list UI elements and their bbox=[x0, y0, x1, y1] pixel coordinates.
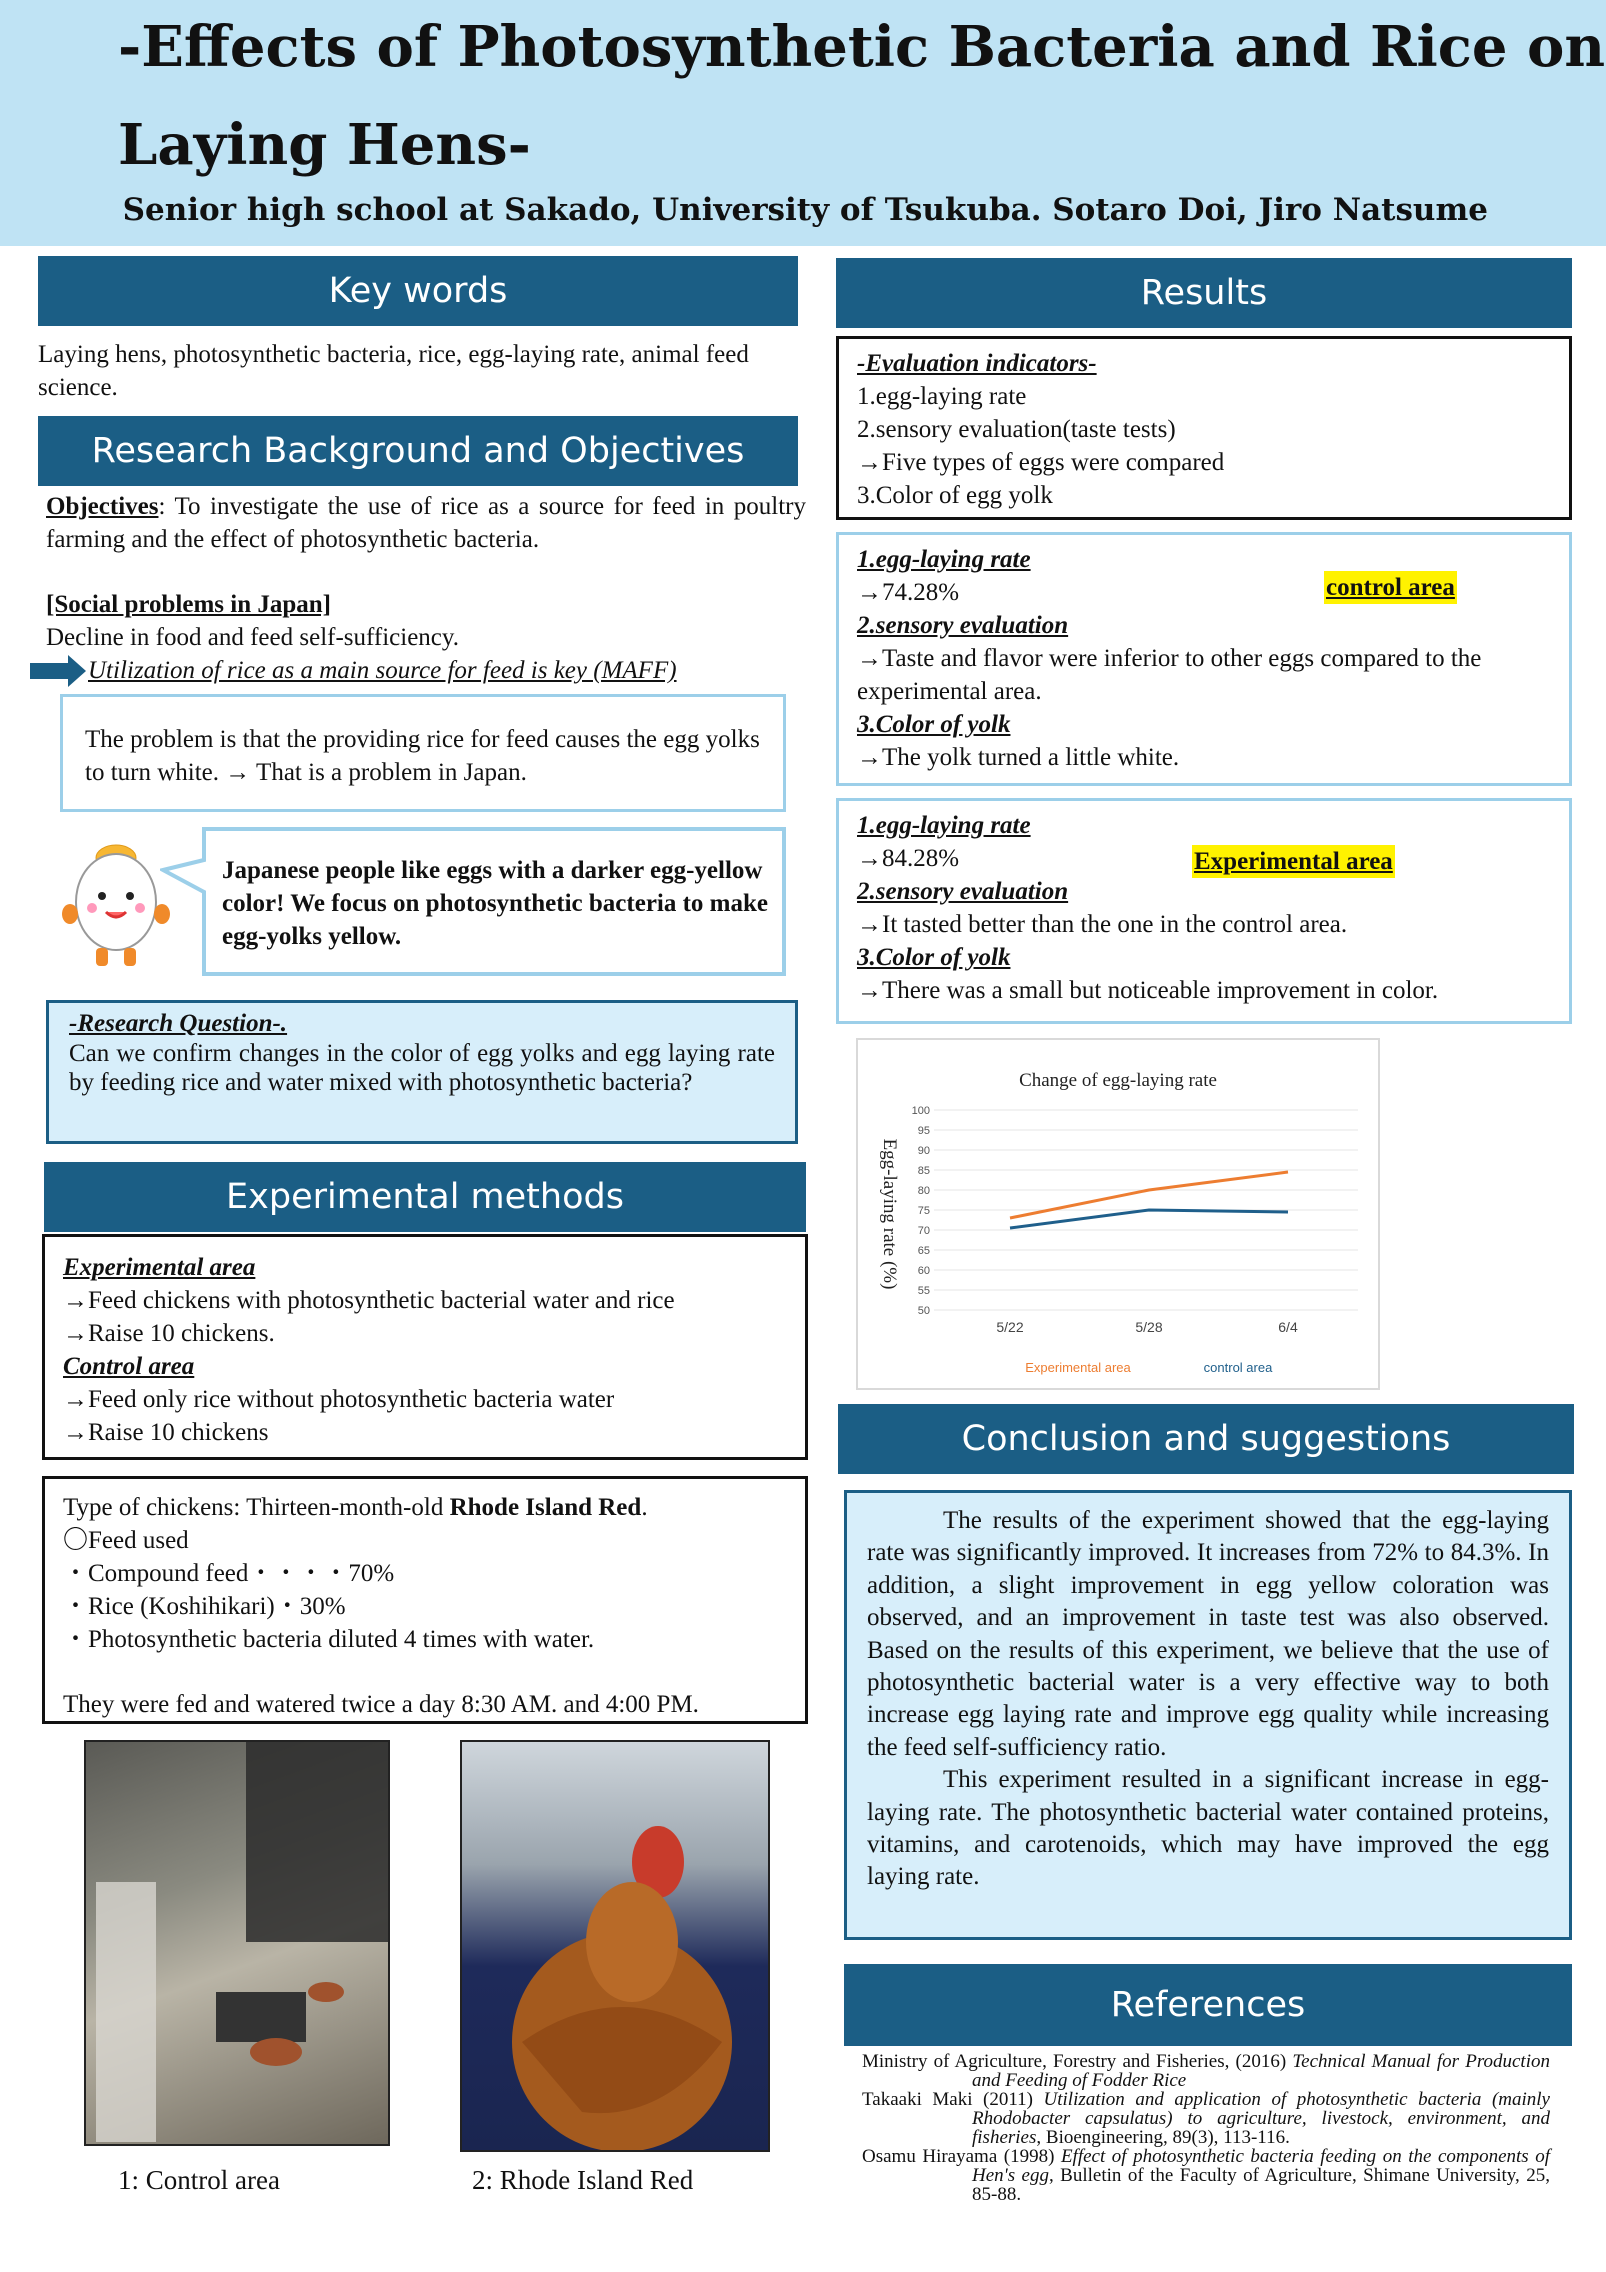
feeding-schedule: They were fed and watered twice a day 8:30 AM. and 4:00 PM. bbox=[63, 1691, 699, 1718]
reference-1-title: Technical Manual for Production and Feeding of Fodder Rice bbox=[972, 2051, 1550, 2091]
background-heading: Research Background and Objectives bbox=[38, 416, 798, 486]
control-v3: →The yolk turned a little white. bbox=[857, 744, 1180, 771]
control-area-title: Control area bbox=[63, 1353, 195, 1380]
feed-item-1: ・Compound feed・・・・70% bbox=[63, 1560, 395, 1587]
evaluation-item-3: →Five types of eggs were compared bbox=[857, 449, 1225, 476]
experimental-h3: 3.Color of yolk bbox=[857, 944, 1011, 971]
results-heading: Results bbox=[836, 258, 1572, 328]
objectives-label: Objectives bbox=[46, 493, 159, 520]
chart-legend-entry: control area bbox=[1203, 1360, 1273, 1375]
experimental-h2: 2.sensory evaluation bbox=[857, 878, 1069, 905]
chart-series-line bbox=[1010, 1210, 1288, 1228]
rhode-island-red-photo-art bbox=[462, 1742, 770, 2152]
methods-heading: Experimental methods bbox=[44, 1162, 806, 1232]
keywords-heading: Key words bbox=[38, 256, 798, 326]
problem-box bbox=[60, 694, 786, 812]
experimental-v2: →It tasted better than the one in the control area. bbox=[857, 911, 1348, 938]
rhode-island-red-photo bbox=[460, 1740, 770, 2152]
decline-text: Decline in food and feed self-sufficiency. bbox=[46, 624, 460, 651]
chart-x-tick-label: 5/22 bbox=[996, 1319, 1024, 1335]
control-v1: →74.28% bbox=[857, 579, 960, 606]
research-question-title: -Research Question-. bbox=[69, 1010, 288, 1037]
areas-box bbox=[42, 1234, 808, 1460]
research-question-text: Can we confirm changes in the color of egg yolks and egg laying rate by feeding rice and water mixed with photosynthetic bacteria? bbox=[69, 1040, 775, 1096]
experimental-v1: →84.28% bbox=[857, 845, 960, 872]
chicken-type bbox=[63, 1491, 787, 1524]
feed-item-3: ・Photosynthetic bacteria diluted 4 times with water. bbox=[63, 1626, 595, 1653]
evaluation-box bbox=[836, 336, 1572, 520]
poster-title-line2: Laying Hens- bbox=[118, 112, 531, 178]
control-area-photo-art bbox=[86, 1742, 390, 2146]
poster-authors: Senior high school at Sakado, University of Tsukuba. Sotaro Doi, Jiro Natsume bbox=[122, 192, 1488, 228]
feed-used-label: 〇Feed used bbox=[63, 1527, 189, 1554]
reference-3-author: Osamu Hirayama (1998) bbox=[862, 2146, 1061, 2167]
evaluation-title: -Evaluation indicators- bbox=[857, 350, 1097, 377]
chart-legend-entry: Experimental area bbox=[1025, 1360, 1131, 1375]
chart-y-tick-label: 100 bbox=[911, 1105, 930, 1117]
social-problems-text: [Social problems in Japan] bbox=[46, 591, 331, 618]
experimental-results-box bbox=[836, 798, 1572, 1024]
reference-3-source: , Bulletin of the Faculty of Agriculture, Shimane University, 25, 85-88. bbox=[972, 2165, 1550, 2205]
chart-y-tick-label: 60 bbox=[917, 1265, 930, 1277]
control-v2: →Taste and flavor were inferior to other eggs compared to the experimental area. bbox=[857, 645, 1482, 705]
experimental-area-line1: →Feed chickens with photosynthetic bacterial water and rice bbox=[63, 1287, 675, 1314]
chart-y-tick-label: 50 bbox=[917, 1305, 930, 1317]
references-heading: References bbox=[844, 1964, 1572, 2046]
caption-control-area: 1: Control area bbox=[118, 2165, 280, 2195]
objectives-text: : To investigate the use of rice as a source for feed in poultry farming and the effect of photosynthetic bacteria. bbox=[46, 493, 806, 553]
control-area-line2: →Raise 10 chickens bbox=[63, 1419, 269, 1446]
evaluation-item-1: 1.egg-laying rate bbox=[857, 383, 1027, 410]
experimental-v3: →There was a small but noticeable improvement in color. bbox=[857, 977, 1439, 1004]
chicken-breed: Rhode Island Red bbox=[449, 1494, 642, 1521]
utilization-row bbox=[28, 654, 808, 688]
chart-y-tick-label: 70 bbox=[917, 1225, 930, 1237]
conclusion-box bbox=[844, 1490, 1572, 1940]
references-list bbox=[862, 2052, 1550, 2204]
chart-y-tick-label: 65 bbox=[917, 1245, 930, 1257]
chart-series-lines bbox=[1010, 1172, 1288, 1228]
conclusion-heading: Conclusion and suggestions bbox=[838, 1404, 1574, 1474]
feed-item-2: ・Rice (Koshihikari)・30% bbox=[63, 1593, 346, 1620]
arrow-right-icon bbox=[28, 654, 88, 688]
chart-y-tick-label: 90 bbox=[917, 1145, 930, 1157]
reference-2-author: Takaaki Maki (2011) bbox=[862, 2089, 1044, 2110]
experimental-area-tag: Experimental area bbox=[1192, 845, 1395, 878]
experimental-h1: 1.egg-laying rate bbox=[857, 812, 1031, 839]
control-h1: 1.egg-laying rate bbox=[857, 546, 1031, 573]
feed-box bbox=[42, 1476, 808, 1724]
chart-y-tick-label: 80 bbox=[917, 1185, 930, 1197]
social-problems-label bbox=[46, 588, 331, 621]
research-question-box bbox=[46, 1000, 798, 1144]
experimental-area-line2: →Raise 10 chickens. bbox=[63, 1320, 275, 1347]
control-area-line1: →Feed only rice without photosynthetic bacteria water bbox=[63, 1386, 615, 1413]
reference-2 bbox=[862, 2090, 1550, 2147]
chart-x-ticks bbox=[996, 1319, 1298, 1335]
chart-y-ticks bbox=[912, 1105, 930, 1317]
reference-3 bbox=[862, 2147, 1550, 2204]
egg-mascot-icon bbox=[56, 838, 176, 974]
egg-laying-chart bbox=[856, 1038, 1380, 1390]
control-h3: 3.Color of yolk bbox=[857, 711, 1011, 738]
reference-1-author: Ministry of Agriculture, Forestry and Fisheries, (2016) bbox=[862, 2051, 1293, 2072]
poster-title-line1: -Effects of Photosynthetic Bacteria and Rice on bbox=[118, 14, 1606, 80]
chicken-type-suffix: . bbox=[641, 1494, 648, 1521]
keywords-text: Laying hens, photosynthetic bacteria, rice, egg-laying rate, animal feed science. bbox=[38, 341, 749, 401]
control-results-box bbox=[836, 532, 1572, 786]
reference-3-title: Effect of photosynthetic bacteria feeding on the components of Hen's egg bbox=[972, 2146, 1551, 2186]
chart-y-tick-label: 95 bbox=[917, 1125, 930, 1137]
caption-rhode-island-red: 2: Rhode Island Red bbox=[472, 2165, 694, 2195]
reference-2-source: , Bioengineering, 89(3), 113-116. bbox=[1036, 2127, 1290, 2148]
reference-2-title: Utilization and application of photosynthetic bacteria (mainly Rhodobacter capsulatus) to agriculture, livestock, environment, and fisheries bbox=[972, 2089, 1550, 2148]
chart-y-tick-label: 85 bbox=[917, 1165, 930, 1177]
chart-y-tick-label: 55 bbox=[917, 1285, 930, 1297]
chart-title: Change of egg-laying rate bbox=[1019, 1070, 1217, 1091]
utilization-text: Utilization of rice as a main source for feed is key (MAFF) bbox=[88, 657, 677, 684]
objectives-paragraph bbox=[46, 490, 806, 556]
conclusion-paragraph-2: This experiment resulted in a significant increase in egg-laying rate. The photosynthetic bacterial water contained proteins, vitamins, and carotenoids, which may have improved the egg laying rate. bbox=[867, 1766, 1549, 1891]
chart-x-tick-label: 5/28 bbox=[1135, 1319, 1163, 1335]
experimental-area-title: Experimental area bbox=[63, 1254, 256, 1281]
speech-text: Japanese people like eggs with a darker egg-yellow color! We focus on photosynthetic bacteria to make egg-yolks yellow. bbox=[222, 857, 769, 950]
evaluation-item-4: 3.Color of egg yolk bbox=[857, 482, 1053, 509]
conclusion-paragraph-1: The results of the experiment showed that the egg-laying rate was significantly improved. It increases from 72% to 84.3%. In addition, a slight improvement in egg yellow coloration was observed, and an improvement in taste test was also observed. Based on the results of this experiment, we believe that the use of photosynthetic bacterial water is a very effective way to both increase egg laying rate and improve egg quality while increasing the feed self-sufficiency ratio. bbox=[867, 1507, 1549, 1761]
control-area-photo bbox=[84, 1740, 390, 2146]
chart-legend bbox=[1025, 1360, 1273, 1375]
evaluation-item-2: 2.sensory evaluation(taste tests) bbox=[857, 416, 1176, 443]
chicken-type-prefix: Type of chickens: Thirteen-month-old bbox=[63, 1494, 450, 1521]
control-h2: 2.sensory evaluation bbox=[857, 612, 1069, 639]
reference-1 bbox=[862, 2052, 1550, 2090]
chart-svg bbox=[858, 1040, 1378, 1388]
chart-x-tick-label: 6/4 bbox=[1278, 1319, 1298, 1335]
control-area-tag: control area bbox=[1324, 571, 1457, 604]
chart-y-axis-label: Egg-laying rate (%) bbox=[879, 1138, 900, 1290]
problem-text: The problem is that the providing rice for feed causes the egg yolks to turn white. → That is a problem in Japan. bbox=[85, 726, 760, 786]
chart-y-tick-label: 75 bbox=[917, 1205, 930, 1217]
